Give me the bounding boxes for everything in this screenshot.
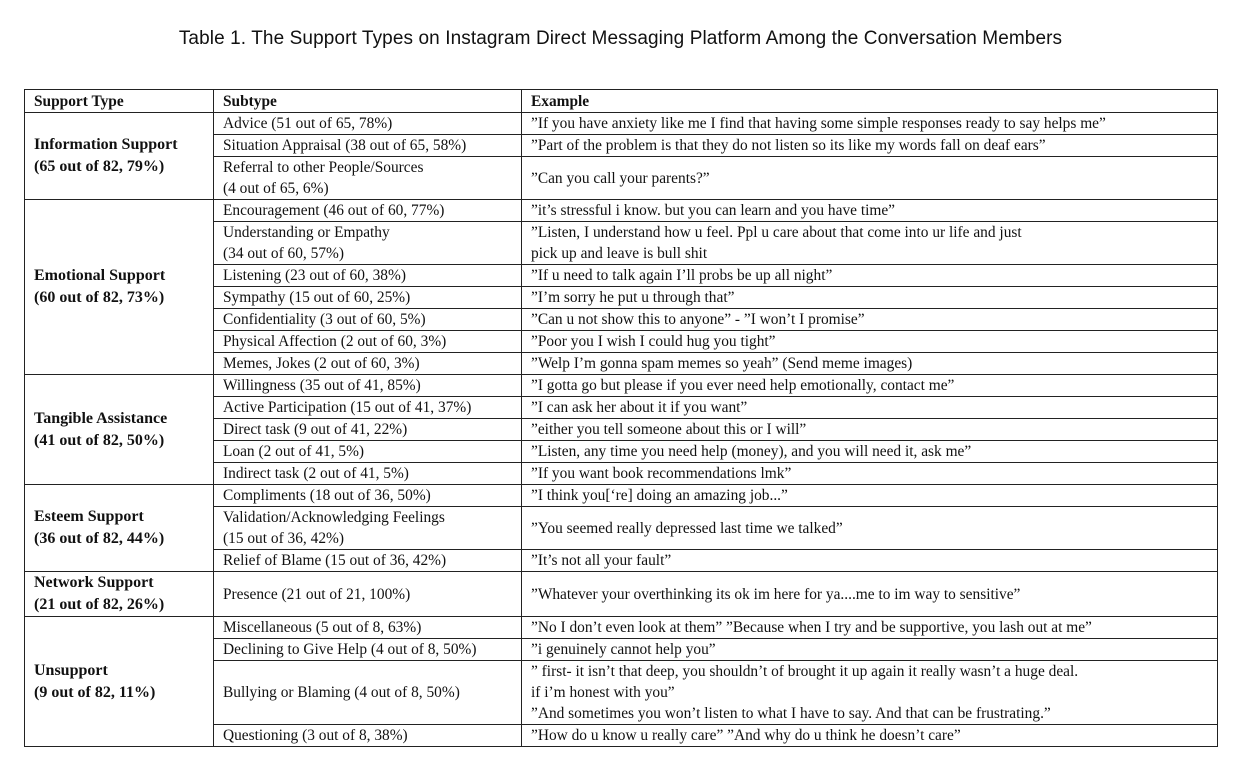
- example-cell: [522, 485, 1218, 507]
- example-text: ”I can ask her about it if you want”: [531, 399, 748, 416]
- example-text: ”Poor you I wish I could hug you tight”: [531, 333, 776, 350]
- support-type-name: Tangible Assistance: [34, 409, 168, 427]
- example-cell: [522, 331, 1218, 353]
- support-type-cell: [25, 572, 214, 617]
- example-text: ”Part of the problem is that they do not listen so its like my words fall on deaf ears”: [531, 137, 1046, 154]
- example-cell: [522, 661, 1218, 725]
- example-text: ”No I don’t even look at them” ”Because when I try and be supportive, you lash out at me”: [531, 619, 1092, 636]
- subtype-cell: [214, 617, 522, 639]
- example-cell: [522, 572, 1218, 617]
- subtype-text: (34 out of 60, 57%): [223, 245, 344, 262]
- support-type-count: (36 out of 82, 44%): [34, 530, 165, 547]
- table-row: [25, 617, 1218, 639]
- subtype-text: Confidentiality (3 out of 60, 5%): [223, 311, 426, 328]
- support-type-name: Network Support: [34, 574, 154, 591]
- support-type-cell: [25, 113, 214, 200]
- example-text: ”Listen, I understand how u feel. Ppl u care about that come into ur life and just: [531, 224, 1022, 241]
- subtype-text: Active Participation (15 out of 41, 37%): [223, 399, 472, 416]
- example-cell: [522, 639, 1218, 661]
- example-cell: [522, 135, 1218, 157]
- subtype-text: Miscellaneous (5 out of 8, 63%): [223, 619, 422, 636]
- example-cell: [522, 617, 1218, 639]
- example-text: ”And sometimes you won’t listen to what I have to say. And that can be frustrating.”: [531, 705, 1051, 722]
- subtype-text: Physical Affection (2 out of 60, 3%): [223, 333, 447, 350]
- example-cell: [522, 157, 1218, 200]
- example-text: ”If you have anxiety like me I find that having some simple responses ready to say helps me”: [531, 115, 1106, 132]
- subtype-text: Bullying or Blaming (4 out of 8, 50%): [223, 684, 460, 701]
- support-type-name: Information Support: [34, 136, 178, 153]
- subtype-text: Listening (23 out of 60, 38%): [223, 267, 406, 284]
- subtype-text: Relief of Blame (15 out of 36, 42%): [223, 552, 447, 569]
- example-text: ”How do u know u really care” ”And why do u think he doesn’t care”: [531, 727, 961, 744]
- example-text: ”it’s stressful i know. but you can learn and you have time”: [531, 202, 896, 219]
- support-type-cell: [25, 200, 214, 375]
- subtype-cell: [214, 375, 522, 397]
- example-text: ”If u need to talk again I’ll probs be up all night”: [531, 267, 833, 284]
- example-cell: [522, 222, 1218, 265]
- example-text: pick up and leave is bull shit: [531, 245, 708, 262]
- subtype-cell: [214, 639, 522, 661]
- example-cell: [522, 265, 1218, 287]
- example-text: ”i genuinely cannot help you”: [531, 641, 716, 658]
- example-text: if i’m honest with you”: [531, 684, 675, 701]
- subtype-cell: [214, 725, 522, 747]
- subtype-text: Memes, Jokes (2 out of 60, 3%): [223, 355, 420, 372]
- table-row: [25, 113, 1218, 135]
- example-cell: [522, 309, 1218, 331]
- subtype-text: Indirect task (2 out of 41, 5%): [223, 465, 409, 482]
- example-text: ”It’s not all your fault”: [531, 552, 672, 569]
- subtype-cell: [214, 287, 522, 309]
- example-cell: [522, 725, 1218, 747]
- subtype-cell: [214, 463, 522, 485]
- subtype-text: Situation Appraisal (38 out of 65, 58%): [223, 137, 467, 154]
- example-cell: [522, 353, 1218, 375]
- subtype-text: Encouragement (46 out of 60, 77%): [223, 202, 445, 219]
- subtype-text: Advice (51 out of 65, 78%): [223, 115, 393, 132]
- example-text: ”You seemed really depressed last time we talked”: [531, 519, 843, 537]
- subtype-text: Declining to Give Help (4 out of 8, 50%): [223, 641, 477, 658]
- example-cell: [522, 375, 1218, 397]
- subtype-text: Referral to other People/Sources: [223, 159, 424, 176]
- header-subtype: Subtype: [214, 90, 522, 113]
- example-text: ”either you tell someone about this or I will”: [531, 421, 807, 438]
- example-cell: [522, 113, 1218, 135]
- subtype-cell: [214, 113, 522, 135]
- subtype-cell: [214, 353, 522, 375]
- subtype-cell: [214, 331, 522, 353]
- example-text: ”Can u not show this to anyone” - ”I won’t I promise”: [531, 311, 865, 328]
- subtype-text: Questioning (3 out of 8, 38%): [223, 727, 408, 744]
- subtype-text: (4 out of 65, 6%): [223, 180, 329, 197]
- subtype-cell: [214, 550, 522, 572]
- example-cell: [522, 419, 1218, 441]
- subtype-cell: [214, 397, 522, 419]
- subtype-cell: [214, 419, 522, 441]
- example-cell: [522, 507, 1218, 550]
- subtype-cell: [214, 441, 522, 463]
- support-type-cell: [25, 485, 214, 572]
- example-text: ”I gotta go but please if you ever need help emotionally, contact me”: [531, 377, 955, 394]
- subtype-cell: [214, 507, 522, 550]
- support-type-count: (9 out of 82, 11%): [34, 683, 156, 701]
- header-example: Example: [522, 90, 1218, 113]
- table-caption: Table 1. The Support Types on Instagram Direct Messaging Platform Among the Conversation Members: [178, 28, 1063, 49]
- header-row: [25, 90, 1218, 113]
- table-row: [25, 485, 1218, 507]
- subtype-cell: [214, 485, 522, 507]
- header-support-type: Support Type: [25, 90, 214, 113]
- table-row: [25, 375, 1218, 397]
- subtype-text: Understanding or Empathy: [223, 224, 390, 241]
- subtype-cell: [214, 265, 522, 287]
- subtype-text: Loan (2 out of 41, 5%): [223, 443, 365, 460]
- subtype-text: Sympathy (15 out of 60, 25%): [223, 289, 411, 306]
- example-text: ”Welp I’m gonna spam memes so yeah” (Send meme images): [531, 355, 913, 372]
- example-text: ”If you want book recommendations lmk”: [531, 465, 792, 482]
- example-cell: [522, 397, 1218, 419]
- example-cell: [522, 463, 1218, 485]
- subtype-cell: [214, 157, 522, 200]
- example-text: ”Listen, any time you need help (money), and you will need it, ask me”: [531, 443, 972, 460]
- example-cell: [522, 287, 1218, 309]
- example-cell: [522, 550, 1218, 572]
- support-type-count: (21 out of 82, 26%): [34, 596, 165, 613]
- subtype-cell: [214, 222, 522, 265]
- support-type-count: (65 out of 82, 79%): [34, 158, 165, 175]
- example-text: ”Whatever your overthinking its ok im here for ya....me to im way to sensitive”: [531, 585, 1021, 603]
- table-row: [25, 572, 1218, 617]
- subtype-text: Presence (21 out of 21, 100%): [223, 585, 411, 603]
- support-type-name: Emotional Support: [34, 267, 166, 284]
- example-text: ”Can you call your parents?”: [531, 169, 710, 187]
- subtype-cell: [214, 661, 522, 725]
- subtype-cell: [214, 135, 522, 157]
- example-text: ”I’m sorry he put u through that”: [531, 289, 735, 306]
- subtype-text: (15 out of 36, 42%): [223, 530, 344, 547]
- support-type-name: Esteem Support: [34, 508, 144, 525]
- subtype-cell: [214, 572, 522, 617]
- subtype-text: Direct task (9 out of 41, 22%): [223, 421, 408, 438]
- table-body: [25, 113, 1218, 747]
- example-text: ” first- it isn’t that deep, you shouldn’t of brought it up again it really wasn’t a huge deal.: [531, 663, 1079, 680]
- subtype-text: Willingness (35 out of 41, 85%): [223, 377, 421, 394]
- subtype-cell: [214, 200, 522, 222]
- subtype-cell: [214, 309, 522, 331]
- support-type-cell: [25, 617, 214, 747]
- example-cell: [522, 441, 1218, 463]
- support-types-table: [24, 89, 1218, 747]
- table-row: [25, 200, 1218, 222]
- support-type-count: (60 out of 82, 73%): [34, 289, 165, 306]
- subtype-text: Validation/Acknowledging Feelings: [223, 509, 445, 526]
- subtype-text: Compliments (18 out of 36, 50%): [223, 487, 431, 504]
- support-type-name: Unsupport: [34, 661, 108, 679]
- example-text: ”I think you[‘re] doing an amazing job...”: [531, 487, 788, 504]
- support-type-cell: [25, 375, 214, 485]
- example-cell: [522, 200, 1218, 222]
- support-type-count: (41 out of 82, 50%): [34, 431, 165, 449]
